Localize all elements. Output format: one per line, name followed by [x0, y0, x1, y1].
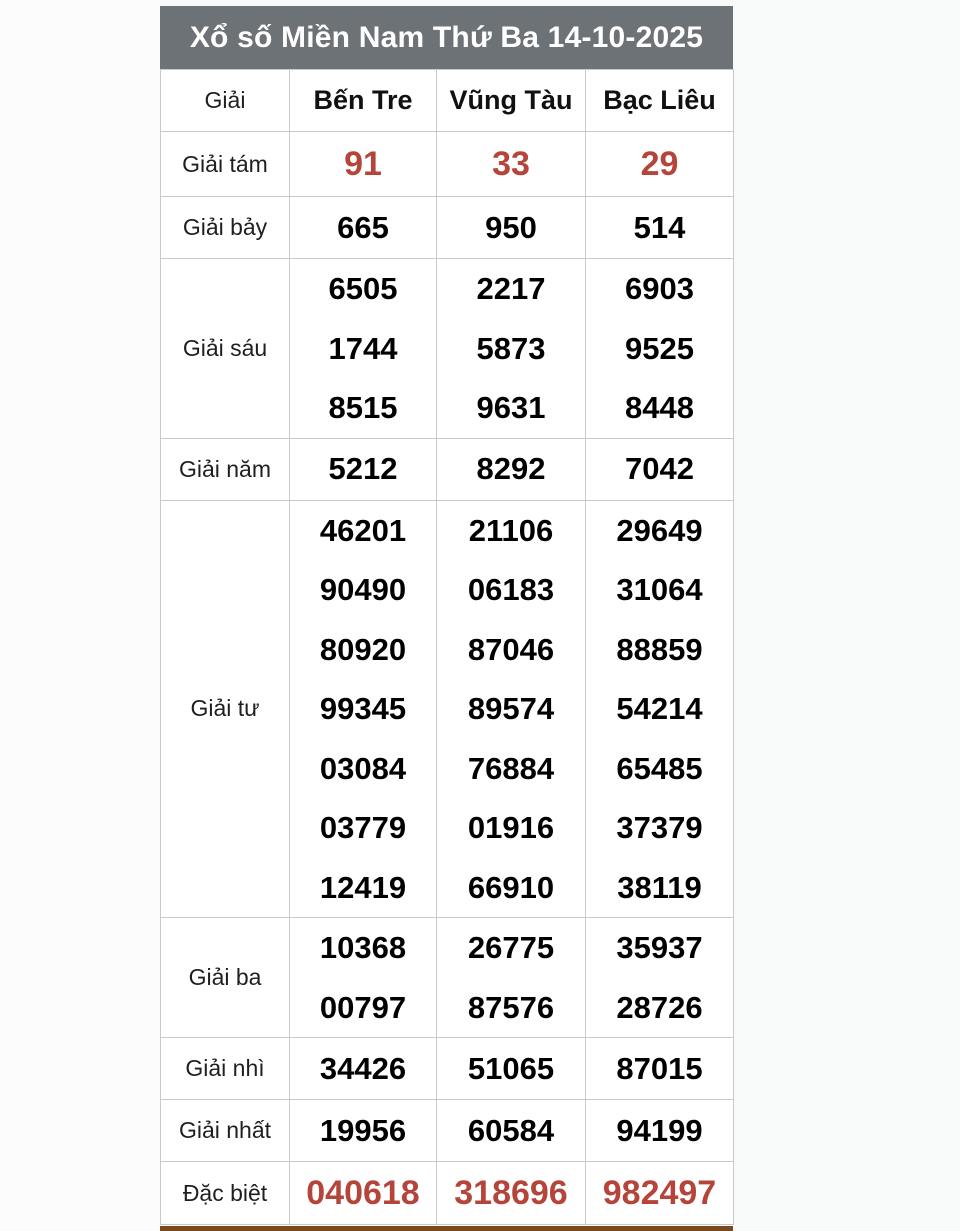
- result-number: 65485: [616, 750, 703, 786]
- result-number: 5873: [476, 330, 546, 366]
- result-number: 03779: [319, 810, 407, 845]
- result-cell: [290, 1162, 437, 1225]
- result-cell: [290, 197, 437, 259]
- result-number: 6505: [328, 271, 398, 306]
- prize-label: Giải sáu: [161, 259, 290, 439]
- result-number: 7042: [625, 451, 694, 487]
- prize-row-giai-sau: [161, 259, 734, 439]
- result-number: 54214: [616, 691, 703, 726]
- prize-row-giai-ba: [161, 918, 734, 1038]
- result-number: 21106: [468, 512, 554, 548]
- result-cell: [290, 132, 437, 197]
- result-number: 60584: [467, 1112, 555, 1148]
- result-cell: [437, 1038, 586, 1100]
- province-header-vung-tau: Vũng Tàu: [437, 70, 586, 132]
- result-cell: [290, 438, 437, 500]
- result-number: 2217: [476, 271, 546, 306]
- result-number: 6903: [625, 271, 694, 306]
- result-number: 87046: [467, 631, 555, 667]
- result-cell: [586, 197, 734, 259]
- result-number: 03084: [319, 750, 407, 786]
- page-title: Xổ số Miền Nam Thứ Ba 14-10-2025: [160, 6, 733, 69]
- result-cell: [586, 259, 734, 439]
- result-number: 91: [344, 145, 382, 183]
- province-header-bac-lieu: Bạc Liêu: [586, 70, 734, 132]
- result-number: 35937: [616, 930, 703, 965]
- result-number: 33: [492, 145, 530, 183]
- result-number: 46201: [319, 512, 407, 548]
- result-number: 5212: [328, 451, 398, 487]
- result-cell: [586, 1162, 734, 1225]
- result-cell: [437, 438, 586, 500]
- prize-label: Giải năm: [161, 438, 290, 500]
- result-number: 29649: [616, 512, 703, 548]
- prize-row-giai-nhi: [161, 1038, 734, 1100]
- result-cell: [437, 197, 586, 259]
- prize-label: Giải tư: [161, 500, 290, 918]
- result-cell: [586, 132, 734, 197]
- prize-label: Đặc biệt: [161, 1162, 290, 1225]
- result-number: 66910: [467, 869, 555, 905]
- result-number: 9631: [476, 390, 546, 425]
- result-cell: [586, 1038, 734, 1100]
- result-cell: [290, 1038, 437, 1100]
- result-cell: [437, 500, 586, 918]
- result-number: 9525: [625, 330, 694, 366]
- result-number: 982497: [602, 1174, 717, 1212]
- result-number: 06183: [467, 572, 555, 607]
- province-header-ben-tre: Bến Tre: [290, 70, 437, 132]
- result-number: 76884: [467, 750, 555, 786]
- result-number: 26775: [467, 930, 555, 965]
- result-cell: [586, 438, 734, 500]
- result-cell: [586, 918, 734, 1038]
- bottom-accent-bar: [160, 1226, 733, 1231]
- prize-row-giai-tu: [161, 500, 734, 918]
- prize-row-giai-bay: [161, 197, 734, 259]
- result-number: 10368: [319, 930, 407, 965]
- prize-label: Giải tám: [161, 132, 290, 197]
- result-cell: [437, 918, 586, 1038]
- result-cell: [290, 918, 437, 1038]
- prize-label: Giải bảy: [161, 197, 290, 259]
- result-number: 28726: [616, 989, 703, 1025]
- result-cell: [437, 132, 586, 197]
- result-number: 950: [485, 209, 537, 245]
- result-number: 00797: [319, 989, 407, 1025]
- result-number: 34426: [319, 1050, 407, 1086]
- result-number: 19956: [319, 1112, 407, 1148]
- header-row: [161, 70, 734, 132]
- prize-label: Giải ba: [161, 918, 290, 1038]
- result-number: 1744: [328, 330, 398, 366]
- result-number: 665: [337, 209, 389, 245]
- result-number: 38119: [617, 869, 702, 905]
- prize-row-dac-biet: [161, 1162, 734, 1225]
- result-cell: [437, 1100, 586, 1162]
- prize-row-giai-nhat: [161, 1100, 734, 1162]
- prize-label: Giải nhất: [161, 1100, 290, 1162]
- result-number: 318696: [454, 1174, 568, 1212]
- result-number: 8515: [328, 390, 398, 425]
- result-cell: [586, 1100, 734, 1162]
- result-cell: [290, 1100, 437, 1162]
- result-number: 12419: [319, 869, 407, 905]
- result-number: 8292: [476, 451, 546, 487]
- prize-column-header: Giải: [161, 70, 290, 132]
- result-number: 87576: [467, 989, 555, 1025]
- results-table: [160, 69, 734, 1225]
- prize-label: Giải nhì: [161, 1038, 290, 1100]
- lottery-results-panel: [160, 6, 733, 1231]
- result-number: 87015: [616, 1050, 703, 1086]
- result-cell: [290, 259, 437, 439]
- result-number: 29: [640, 145, 679, 183]
- result-number: 94199: [616, 1112, 703, 1148]
- result-number: 040618: [306, 1174, 420, 1212]
- result-number: 99345: [319, 691, 407, 726]
- result-cell: [437, 259, 586, 439]
- result-number: 88859: [616, 631, 703, 667]
- prize-row-giai-tam: [161, 132, 734, 197]
- result-number: 8448: [625, 390, 694, 425]
- result-number: 51065: [467, 1050, 555, 1086]
- result-number: 37379: [616, 810, 703, 845]
- result-number: 514: [633, 209, 686, 245]
- result-number: 89574: [467, 691, 555, 726]
- result-number: 01916: [467, 810, 555, 845]
- result-cell: [290, 500, 437, 918]
- result-number: 80920: [319, 631, 407, 667]
- result-cell: [437, 1162, 586, 1225]
- result-number: 31064: [616, 572, 703, 607]
- result-cell: [586, 500, 734, 918]
- prize-row-giai-nam: [161, 438, 734, 500]
- result-number: 90490: [319, 572, 407, 607]
